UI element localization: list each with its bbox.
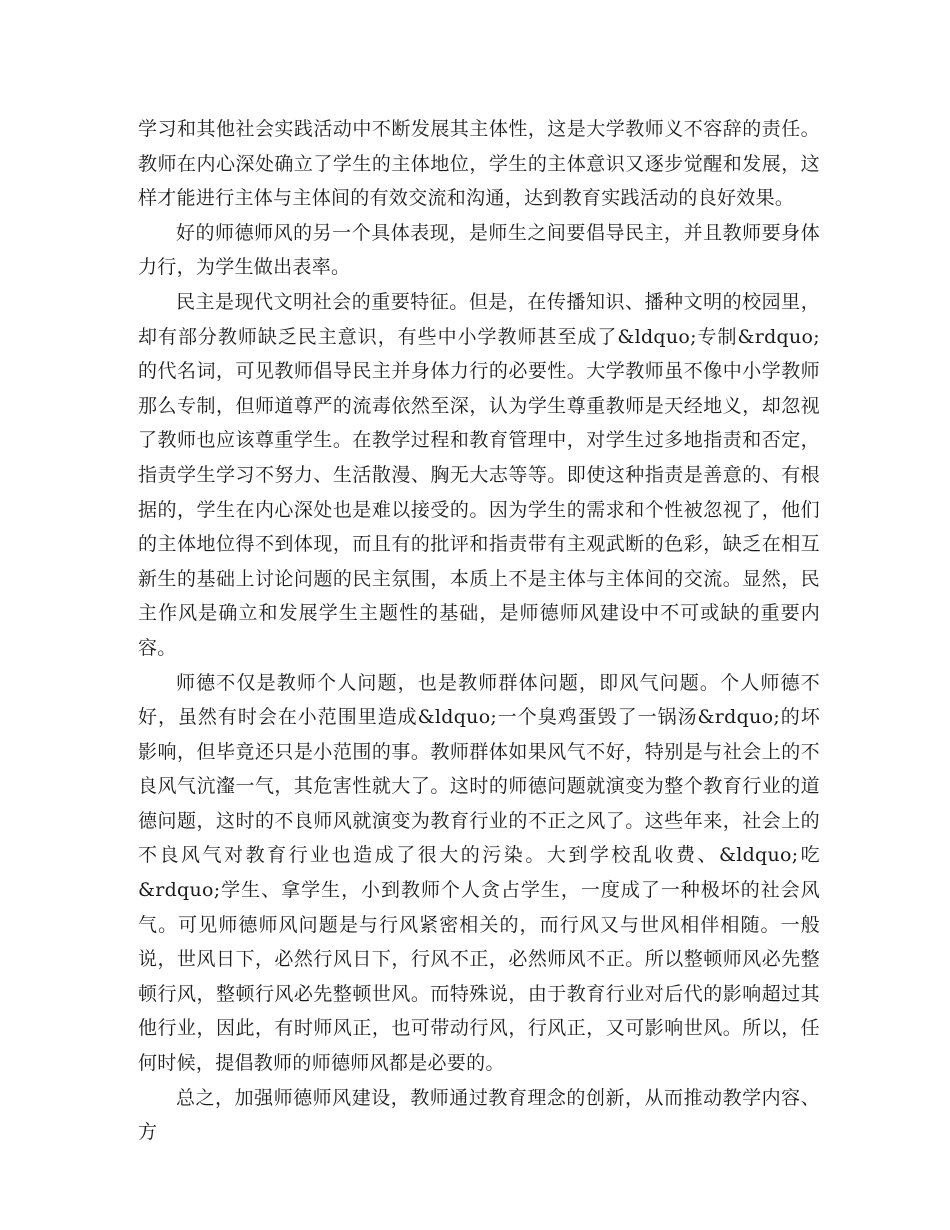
paragraph-conclusion: 总之，加强师德师风建设，教师通过教育理念的创新，从而推动教学内容、方 <box>138 1086 820 1144</box>
body-text <box>138 112 820 1150</box>
paragraph-ethics-atmosphere: 师德不仅是教师个人问题，也是教师群体问题，即风气问题。个人师德不好，虽然有时会在小范围里造成&ldquo;一个臭鸡蛋毁了一锅汤&rdquo;的坏影响，但毕竟还只是小范围的事。教师群体如果风气不好，特别是与社会上的不良风气沆瀣一气，其危害性就大了。这时的师德问题就演变为整个教育行业的道德问题，这时的不良师风就演变为教育行业的不正之风了。这些年来，社会上的不良风气对教育行业也造成了很大的污染。大到学校乱收费、&ldquo;吃&rdquo;学生、拿学生，小到教师个人贪占学生，一度成了一种极坏的社会风气。可见师德师风问题是与行风紧密相关的，而行风又与世风相伴相随。一般说，世风日下，必然行风日下，行风不正，必然师风不正。所以整顿师风必先整顿行风，整顿行风必先整顿世风。而特殊说，由于教育行业对后代的影响超过其他行业，因此，有时师风正，也可带动行风，行风正，又可影响世风。所以，任何时候，提倡教师的师德师风都是必要的。 <box>138 671 820 1075</box>
paragraph-democracy-intro: 好的师德师风的另一个具体表现，是师生之间要倡导民主，并且教师要身体力行，为学生做出表率。 <box>138 221 820 279</box>
paragraph-continuation: 学习和其他社会实践活动中不断发展其主体性，这是大学教师义不容辞的责任。教师在内心深处确立了学生的主体地位，学生的主体意识又逐步觉醒和发展，这样才能进行主体与主体间的有效交流和沟通，达到教育实践活动的良好效果。 <box>138 118 820 210</box>
paragraph-democracy: 民主是现代文明社会的重要特征。但是，在传播知识、播种文明的校园里，却有部分教师缺乏民主意识，有些中小学教师甚至成了&ldquo;专制&rdquo;的代名词，可见教师倡导民主并身体力行的必要性。大学教师虽不像中小学教师那么专制，但师道尊严的流毒依然至深，认为学生尊重教师是天经地义，却忽视了教师也应该尊重学生。在教学过程和教育管理中，对学生过多地指责和否定，指责学生学习不努力、生活散漫、胸无大志等等。即使这种指责是善意的、有根据的，学生在内心深处也是难以接受的。因为学生的需求和个性被忽视了，他们的主体地位得不到体现，而且有的批评和指责带有主观武断的色彩，缺乏在相互新生的基础上讨论问题的民主氛围，本质上不是主体与主体间的交流。显然，民主作风是确立和发展学生主题性的基础，是师德师风建设中不可或缺的重要内容。 <box>138 290 820 659</box>
